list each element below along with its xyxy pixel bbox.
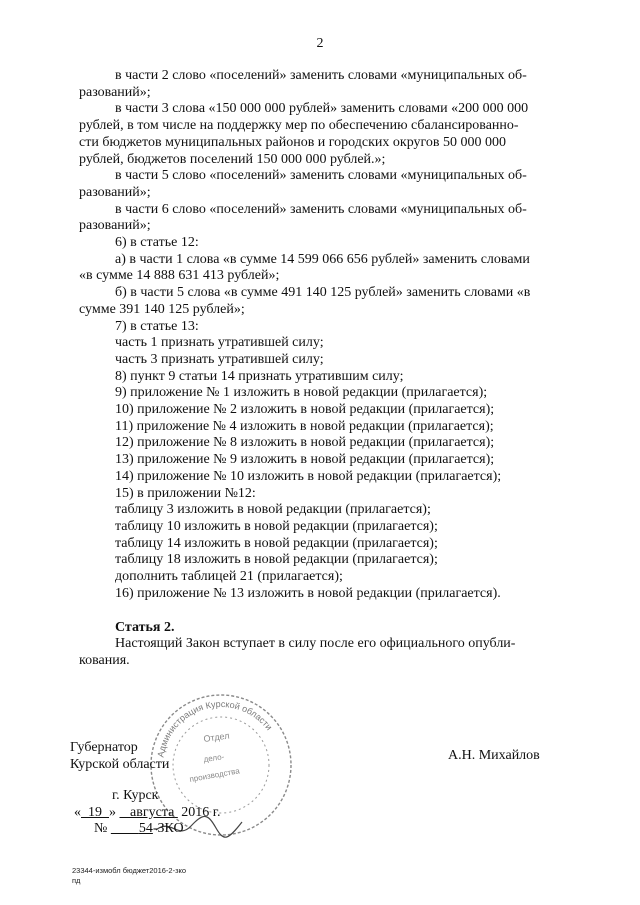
text-line: часть 3 признать утратившей силу;: [115, 351, 324, 367]
text-line: таблицу 3 изложить в новой редакции (прилагается);: [115, 502, 431, 518]
text-line: «в сумме 14 888 631 413 рублей»;: [79, 268, 280, 284]
text-line: дополнить таблицей 21 (прилагается);: [115, 569, 343, 585]
text-line: рублей, бюджетов поселений 150 000 000 рублей.»;: [79, 151, 386, 167]
date-year: 2016 г.: [181, 805, 221, 820]
signing-date: [74, 805, 220, 821]
stamp-center-line-1: Отдел: [202, 730, 231, 744]
text-line: разований»;: [79, 184, 151, 200]
number-label: №: [94, 821, 108, 836]
date-day: 19: [88, 805, 102, 820]
text-line: а) в части 1 слова «в сумме 14 599 066 656 рублей» заменить словами: [115, 251, 530, 267]
text-line: 7) в статье 13:: [115, 318, 199, 334]
text-line: 16) приложение № 13 изложить в новой редакции (прилагается).: [115, 585, 501, 601]
signatory-position: [70, 739, 169, 773]
text-line: в части 2 слово «поселений» заменить словами «муниципальных об-: [115, 68, 527, 83]
date-close-quote: »: [109, 805, 116, 820]
date-month: августа: [130, 805, 175, 820]
text-line: 14) приложение № 10 изложить в новой редакции (прилагается);: [115, 468, 502, 484]
stamp-center-line-2: дело-: [203, 752, 225, 764]
law-number: [94, 821, 184, 837]
page-number: 2: [316, 36, 324, 51]
footer-line-1: 23344-измобл бюджет2016-2-зко: [72, 866, 187, 875]
text-line: 12) приложение № 8 изложить в новой редакции (прилагается);: [115, 435, 495, 451]
stamp-center-line-3: производства: [188, 766, 241, 784]
text-line: 9) приложение № 1 изложить в новой редакции (прилагается);: [115, 385, 488, 401]
svg-text:Администрация Курской области: [156, 699, 275, 758]
position-line-1: Губернатор: [70, 740, 138, 755]
text-line: сти бюджетов муниципальных районов и городских округов 50 000 000: [79, 134, 507, 150]
text-line: 6) в статье 12:: [115, 235, 199, 251]
text-line: 8) пункт 9 статьи 14 признать утратившим силу;: [115, 368, 404, 384]
text-line: разований»;: [79, 218, 151, 234]
footer-line-2: пд: [72, 876, 81, 885]
text-line: 15) в приложении №12:: [115, 485, 256, 501]
text-line: таблицу 14 изложить в новой редакции (прилагается);: [115, 535, 438, 551]
article-2-text: [79, 636, 561, 669]
text-line: 11) приложение № 4 изложить в новой редакции (прилагается);: [115, 418, 494, 434]
text-line: в части 5 слово «поселений» заменить словами «муниципальных об-: [115, 168, 527, 184]
footer-file-reference: [72, 866, 186, 886]
number-suffix: -ЗКО: [152, 821, 184, 836]
text-line: рублей, в том числе на поддержку мер по обеспечению сбалансированно-: [79, 118, 519, 134]
stamp-ring-text: Администрация Курской области: [155, 698, 275, 759]
text-line: таблицу 18 изложить в новой редакции (прилагается);: [115, 552, 438, 568]
text-line: кования.: [79, 652, 130, 668]
text-line: Настоящий Закон вступает в силу после его официального опубли-: [115, 636, 516, 652]
text-line: часть 1 признать утратившей силу;: [115, 335, 324, 351]
date-open-quote: «: [74, 805, 81, 820]
text-line: в части 3 слова «150 000 000 рублей» заменить словами «200 000 000: [115, 101, 529, 117]
text-line: 13) приложение № 9 изложить в новой редакции (прилагается);: [115, 452, 495, 468]
number-value: 54: [138, 821, 153, 836]
text-line: в части 6 слово «поселений» заменить словами «муниципальных об-: [115, 201, 527, 217]
text-line: сумме 391 140 125 рублей»;: [79, 301, 245, 317]
text-line: таблицу 10 изложить в новой редакции (прилагается);: [115, 518, 438, 534]
article-2-title: Статья 2.: [115, 619, 175, 635]
document-body: [79, 68, 561, 670]
amendment-list: [79, 68, 561, 603]
signatory-name: А.Н. Михайлов: [448, 748, 540, 763]
position-line-2: Курской области: [70, 757, 170, 772]
text-line: б) в части 5 слова «в сумме 491 140 125 рублей» заменить словами «в: [115, 285, 531, 301]
signing-place: г. Курск: [112, 788, 159, 803]
text-line: 10) приложение № 2 изложить в новой редакции (прилагается);: [115, 402, 495, 418]
text-line: разований»;: [79, 84, 151, 100]
